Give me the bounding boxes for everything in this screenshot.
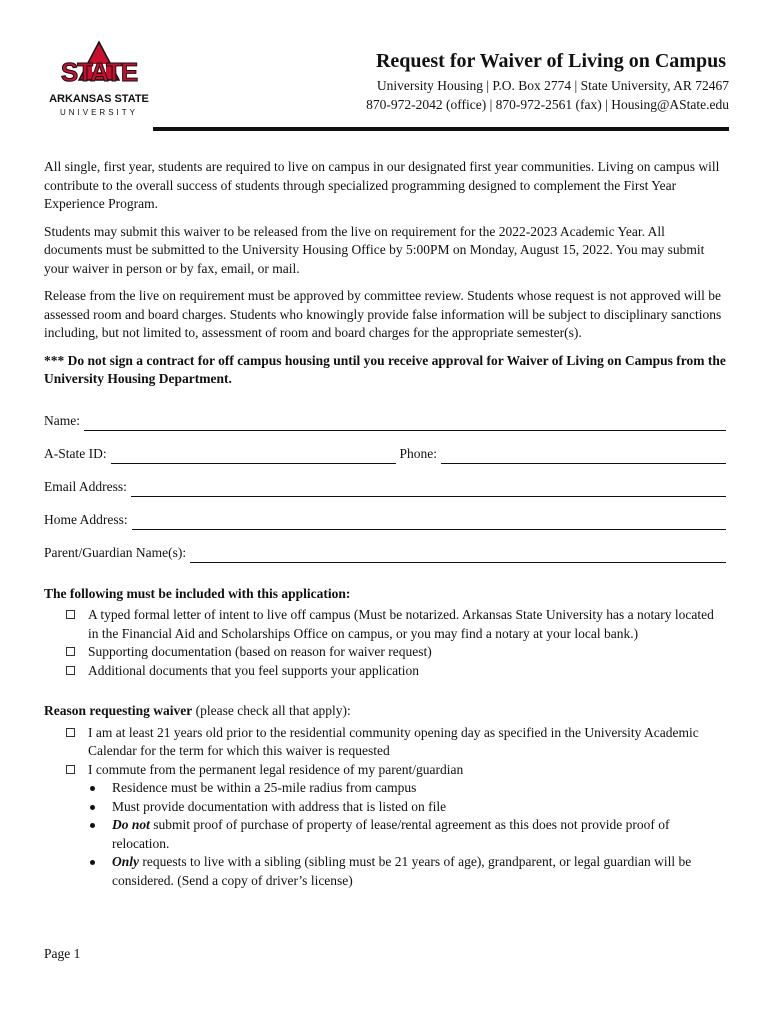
name-label: Name: xyxy=(44,413,80,428)
reason-age: I am at least 21 years old prior to the residential community opening day as specified in the University Academic Calendar for the term for which this waiver is requested xyxy=(88,724,699,758)
id-phone-field xyxy=(44,431,726,464)
contact-phone-email: 870-972-2042 (office) | 870-972-2561 (fax) | Housing@AState.edu xyxy=(366,97,729,112)
astate-id-label: A-State ID: xyxy=(44,446,107,461)
form-body xyxy=(44,158,726,890)
intro-paragraph-1: All single, first year, students are required to live on campus in our designated first year communities. Living on campus will contribute to the overall success of students through specialized programming designed to complement the First Year Experience Program. xyxy=(44,159,720,211)
commute-no-lease: submit proof of purchase of property of lease/rental agreement as this does not provide proof of relocation. xyxy=(112,817,670,851)
phone-label: Phone: xyxy=(399,446,438,461)
required-item-additional-docs: Additional documents that you feel supports your application xyxy=(88,662,420,678)
reasons-heading-note: (please check all that apply): xyxy=(192,703,351,718)
reasons-heading-bold: Reason requesting waiver xyxy=(44,703,193,718)
astate-id-input-line[interactable] xyxy=(111,449,396,464)
warning-note: *** Do not sign a contract for off campus housing until you receive approval for Waiver of Living on Campus from the University Housing Department. xyxy=(44,352,726,386)
commute-sibling: requests to live with a sibling (sibling must be 21 years of age), grandparent, or legal guardian will be considered. (Send a copy of driver’s license) xyxy=(112,854,692,888)
list-item xyxy=(88,779,726,798)
commute-radius: Residence must be within a 25-mile radius from campus xyxy=(112,780,417,795)
arkansas-state-logo xyxy=(44,40,154,120)
list-item xyxy=(66,724,726,761)
parent-guardian-label: Parent/Guardian Name(s): xyxy=(44,545,187,560)
list-item xyxy=(66,606,726,643)
list-item xyxy=(88,853,726,890)
reasons-list xyxy=(44,724,726,780)
contact-address: University Housing | P.O. Box 2774 | State University, AR 72467 xyxy=(376,78,729,93)
bullet-icon xyxy=(90,860,95,865)
phone-input-line[interactable] xyxy=(441,449,726,464)
list-item xyxy=(66,761,726,780)
checkbox-icon[interactable] xyxy=(66,728,75,737)
email-input-line[interactable] xyxy=(131,482,726,497)
required-item-supporting-docs: Supporting documentation (based on reason for waiver request) xyxy=(88,644,432,659)
checkbox-icon[interactable] xyxy=(66,610,75,619)
emphasis-only: Only xyxy=(112,854,139,869)
list-item xyxy=(88,798,726,817)
name-field xyxy=(44,398,726,431)
checkbox-icon[interactable] xyxy=(66,765,75,774)
parent-guardian-input-line[interactable] xyxy=(190,548,726,563)
list-item xyxy=(66,662,726,681)
bullet-icon xyxy=(90,805,95,810)
header-divider xyxy=(153,127,729,131)
reason-commute: I commute from the permanent legal residence of my parent/guardian xyxy=(88,761,464,777)
commute-documentation: Must provide documentation with address that is listed on file xyxy=(112,798,447,814)
logo-wordmark: STATE xyxy=(60,57,138,87)
intro-paragraph-2: Students may submit this waiver to be released from the live on requirement for the 2022-2023 Academic Year. All documents must be submitted to the University Housing Office by 5:00PM on Monday, August 15, 2022. You may submit your waiver in person or by fax, email, or mail. xyxy=(44,223,705,276)
logo-subtitle-2: UNIVERSITY xyxy=(59,108,139,117)
email-label: Email Address: xyxy=(44,479,127,494)
name-input-line[interactable] xyxy=(84,416,726,431)
required-heading: The following must be included with this application: xyxy=(44,585,351,601)
commute-requirements xyxy=(44,779,726,890)
intro-paragraph-3: Release from the live on requirement must be approved by committee review. Students whose request is not approved will be assessed room and board charges. Students who knowingly provide false information will be subject to disciplinary sanctions including, but not limited to, assessment of room and board charges for the appropriate semester(s). xyxy=(44,288,722,340)
bullet-icon xyxy=(90,823,95,828)
home-address-label: Home Address: xyxy=(44,512,128,527)
checkbox-icon[interactable] xyxy=(66,666,75,675)
page-number: Page 1 xyxy=(44,946,81,961)
page-title: Request for Waiver of Living on Campus xyxy=(375,50,726,72)
list-item xyxy=(88,816,726,853)
checkbox-icon[interactable] xyxy=(66,647,75,656)
home-address-field xyxy=(44,497,726,530)
emphasis-do-not: Do not xyxy=(112,817,150,832)
required-list xyxy=(44,606,726,680)
parent-guardian-field xyxy=(44,530,726,563)
home-address-input-line[interactable] xyxy=(132,515,726,530)
email-field xyxy=(44,464,726,497)
list-item xyxy=(66,643,726,662)
logo-subtitle: ARKANSAS STATE xyxy=(49,93,149,105)
reasons-heading xyxy=(44,702,726,721)
required-item-letter: A typed formal letter of intent to live off campus (Must be notarized. Arkansas State University has a notary located in the Financial Aid and Scholarships Office on campus, or you may find a notary at your local bank.) xyxy=(88,607,714,641)
bullet-icon xyxy=(90,786,95,791)
